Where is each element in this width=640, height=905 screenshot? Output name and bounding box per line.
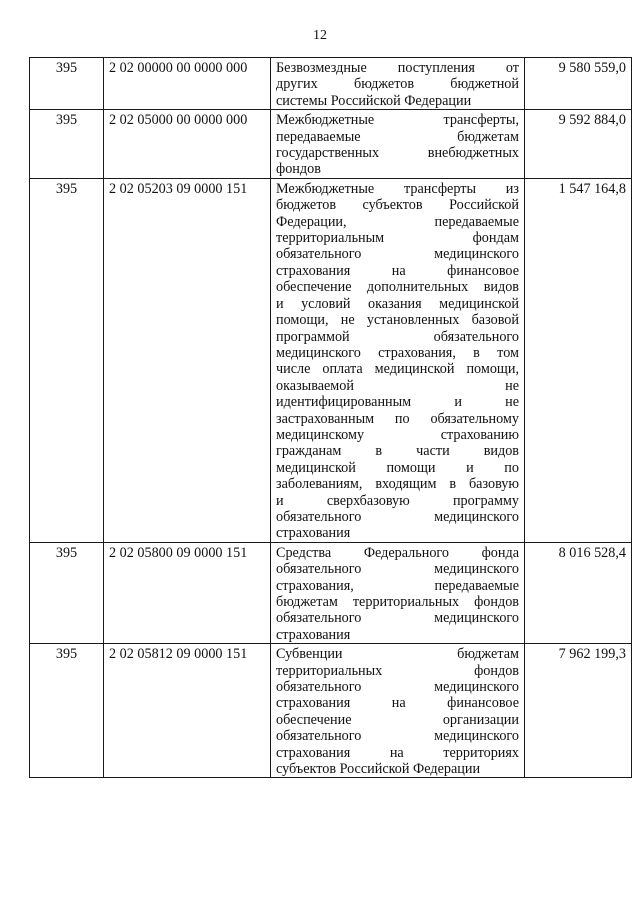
revenue-name-line: обеспечение организации <box>276 711 519 728</box>
table-row <box>30 58 632 110</box>
admin-code-cell: 395 <box>30 58 104 110</box>
revenue-name-cell <box>271 644 525 778</box>
revenue-name-line: Безвозмездные поступления от <box>276 60 519 76</box>
revenue-name-line: медицинского страхования, в том <box>276 344 519 361</box>
revenue-name-line: Средства Федерального фонда <box>276 544 519 561</box>
revenue-name-line: Федерации, передаваемые <box>276 213 519 230</box>
revenue-name-line: застрахованным по обязательному <box>276 410 519 427</box>
revenue-name-line: передаваемые бюджетам <box>276 128 519 145</box>
revenue-name-line: заболеваниям, входящим в базовую <box>276 476 519 493</box>
revenue-name-line: Межбюджетные трансферты, <box>276 112 519 129</box>
budget-code-cell: 2 02 05203 09 0000 151 <box>104 178 271 542</box>
amount-cell: 7 962 199,3 <box>525 644 632 778</box>
revenue-name-line: системы Российской Федерации <box>276 92 472 109</box>
revenue-name-line: страхования <box>276 626 351 643</box>
revenue-name-line: программой обязательного <box>276 328 519 345</box>
revenue-name-line: страхования на территориях <box>276 744 519 761</box>
page-number: 12 <box>313 28 327 43</box>
revenue-name-line: медицинской помощи и по <box>276 459 519 476</box>
revenue-name-line: территориальных фондов <box>276 662 519 679</box>
revenue-name-line: обязательного медицинского <box>276 679 519 696</box>
budget-code-cell: 2 02 05800 09 0000 151 <box>104 542 271 643</box>
admin-code-cell: 395 <box>30 110 104 179</box>
revenue-name-line: страхования на финансовое <box>276 262 519 279</box>
revenue-name-line: медицинскому страхованию <box>276 426 519 443</box>
revenue-table-body <box>30 58 632 778</box>
revenue-name-line: оказываемой не <box>276 377 519 394</box>
revenue-name-line: территориальным фондам <box>276 230 519 247</box>
revenue-name-line: помощи, не установленных базовой <box>276 312 519 329</box>
revenue-name-cell <box>271 178 525 542</box>
revenue-name-cell <box>271 58 525 110</box>
revenue-name-line: гражданам в части видов <box>276 443 519 460</box>
revenue-name-line: обязательного медицинского <box>276 561 519 578</box>
revenue-name-line: идентифицированным и не <box>276 394 519 411</box>
revenue-name-line: обязательного медицинского <box>276 728 519 745</box>
table-row <box>30 110 632 179</box>
revenue-name-cell <box>271 110 525 179</box>
amount-cell: 9 580 559,0 <box>525 58 632 110</box>
table-row <box>30 178 632 542</box>
revenue-name-line: страхования <box>276 525 351 542</box>
revenue-table <box>29 57 632 778</box>
admin-code-cell: 395 <box>30 644 104 778</box>
revenue-name-line: субъектов Российской Федерации <box>276 761 481 778</box>
table-row <box>30 644 632 778</box>
admin-code-cell: 395 <box>30 178 104 542</box>
revenue-name-line: фондов <box>276 161 321 178</box>
revenue-name-line: страхования на финансовое <box>276 695 519 712</box>
revenue-name-line: числе оплата медицинской помощи, <box>276 361 519 378</box>
revenue-name-line: Субвенции бюджетам <box>276 646 519 663</box>
revenue-name-line: бюджетов субъектов Российской <box>276 197 519 214</box>
revenue-name-cell <box>271 542 525 643</box>
amount-cell: 8 016 528,4 <box>525 542 632 643</box>
amount-cell: 9 592 884,0 <box>525 110 632 179</box>
revenue-name-line: и сверхбазовую программу <box>276 492 519 509</box>
revenue-name-line: и условий оказания медицинской <box>276 295 519 312</box>
budget-code-cell: 2 02 00000 00 0000 000 <box>104 58 271 110</box>
amount-cell: 1 547 164,8 <box>525 178 632 542</box>
budget-code-cell: 2 02 05812 09 0000 151 <box>104 644 271 778</box>
admin-code-cell: 395 <box>30 542 104 643</box>
revenue-name-line: обеспечение дополнительных видов <box>276 279 519 296</box>
budget-code-cell: 2 02 05000 00 0000 000 <box>104 110 271 179</box>
revenue-name-line: обязательного медицинского <box>276 610 519 627</box>
revenue-name-line: бюджетам территориальных фондов <box>276 594 519 610</box>
revenue-name-line: других бюджетов бюджетной <box>276 76 519 93</box>
revenue-name-line: государственных внебюджетных <box>276 145 519 162</box>
table-row <box>30 542 632 643</box>
revenue-name-line: Межбюджетные трансферты из <box>276 180 519 197</box>
revenue-name-line: страхования, передаваемые <box>276 577 519 594</box>
revenue-name-line: обязательного медицинского <box>276 246 519 263</box>
revenue-name-line: обязательного медицинского <box>276 508 519 525</box>
